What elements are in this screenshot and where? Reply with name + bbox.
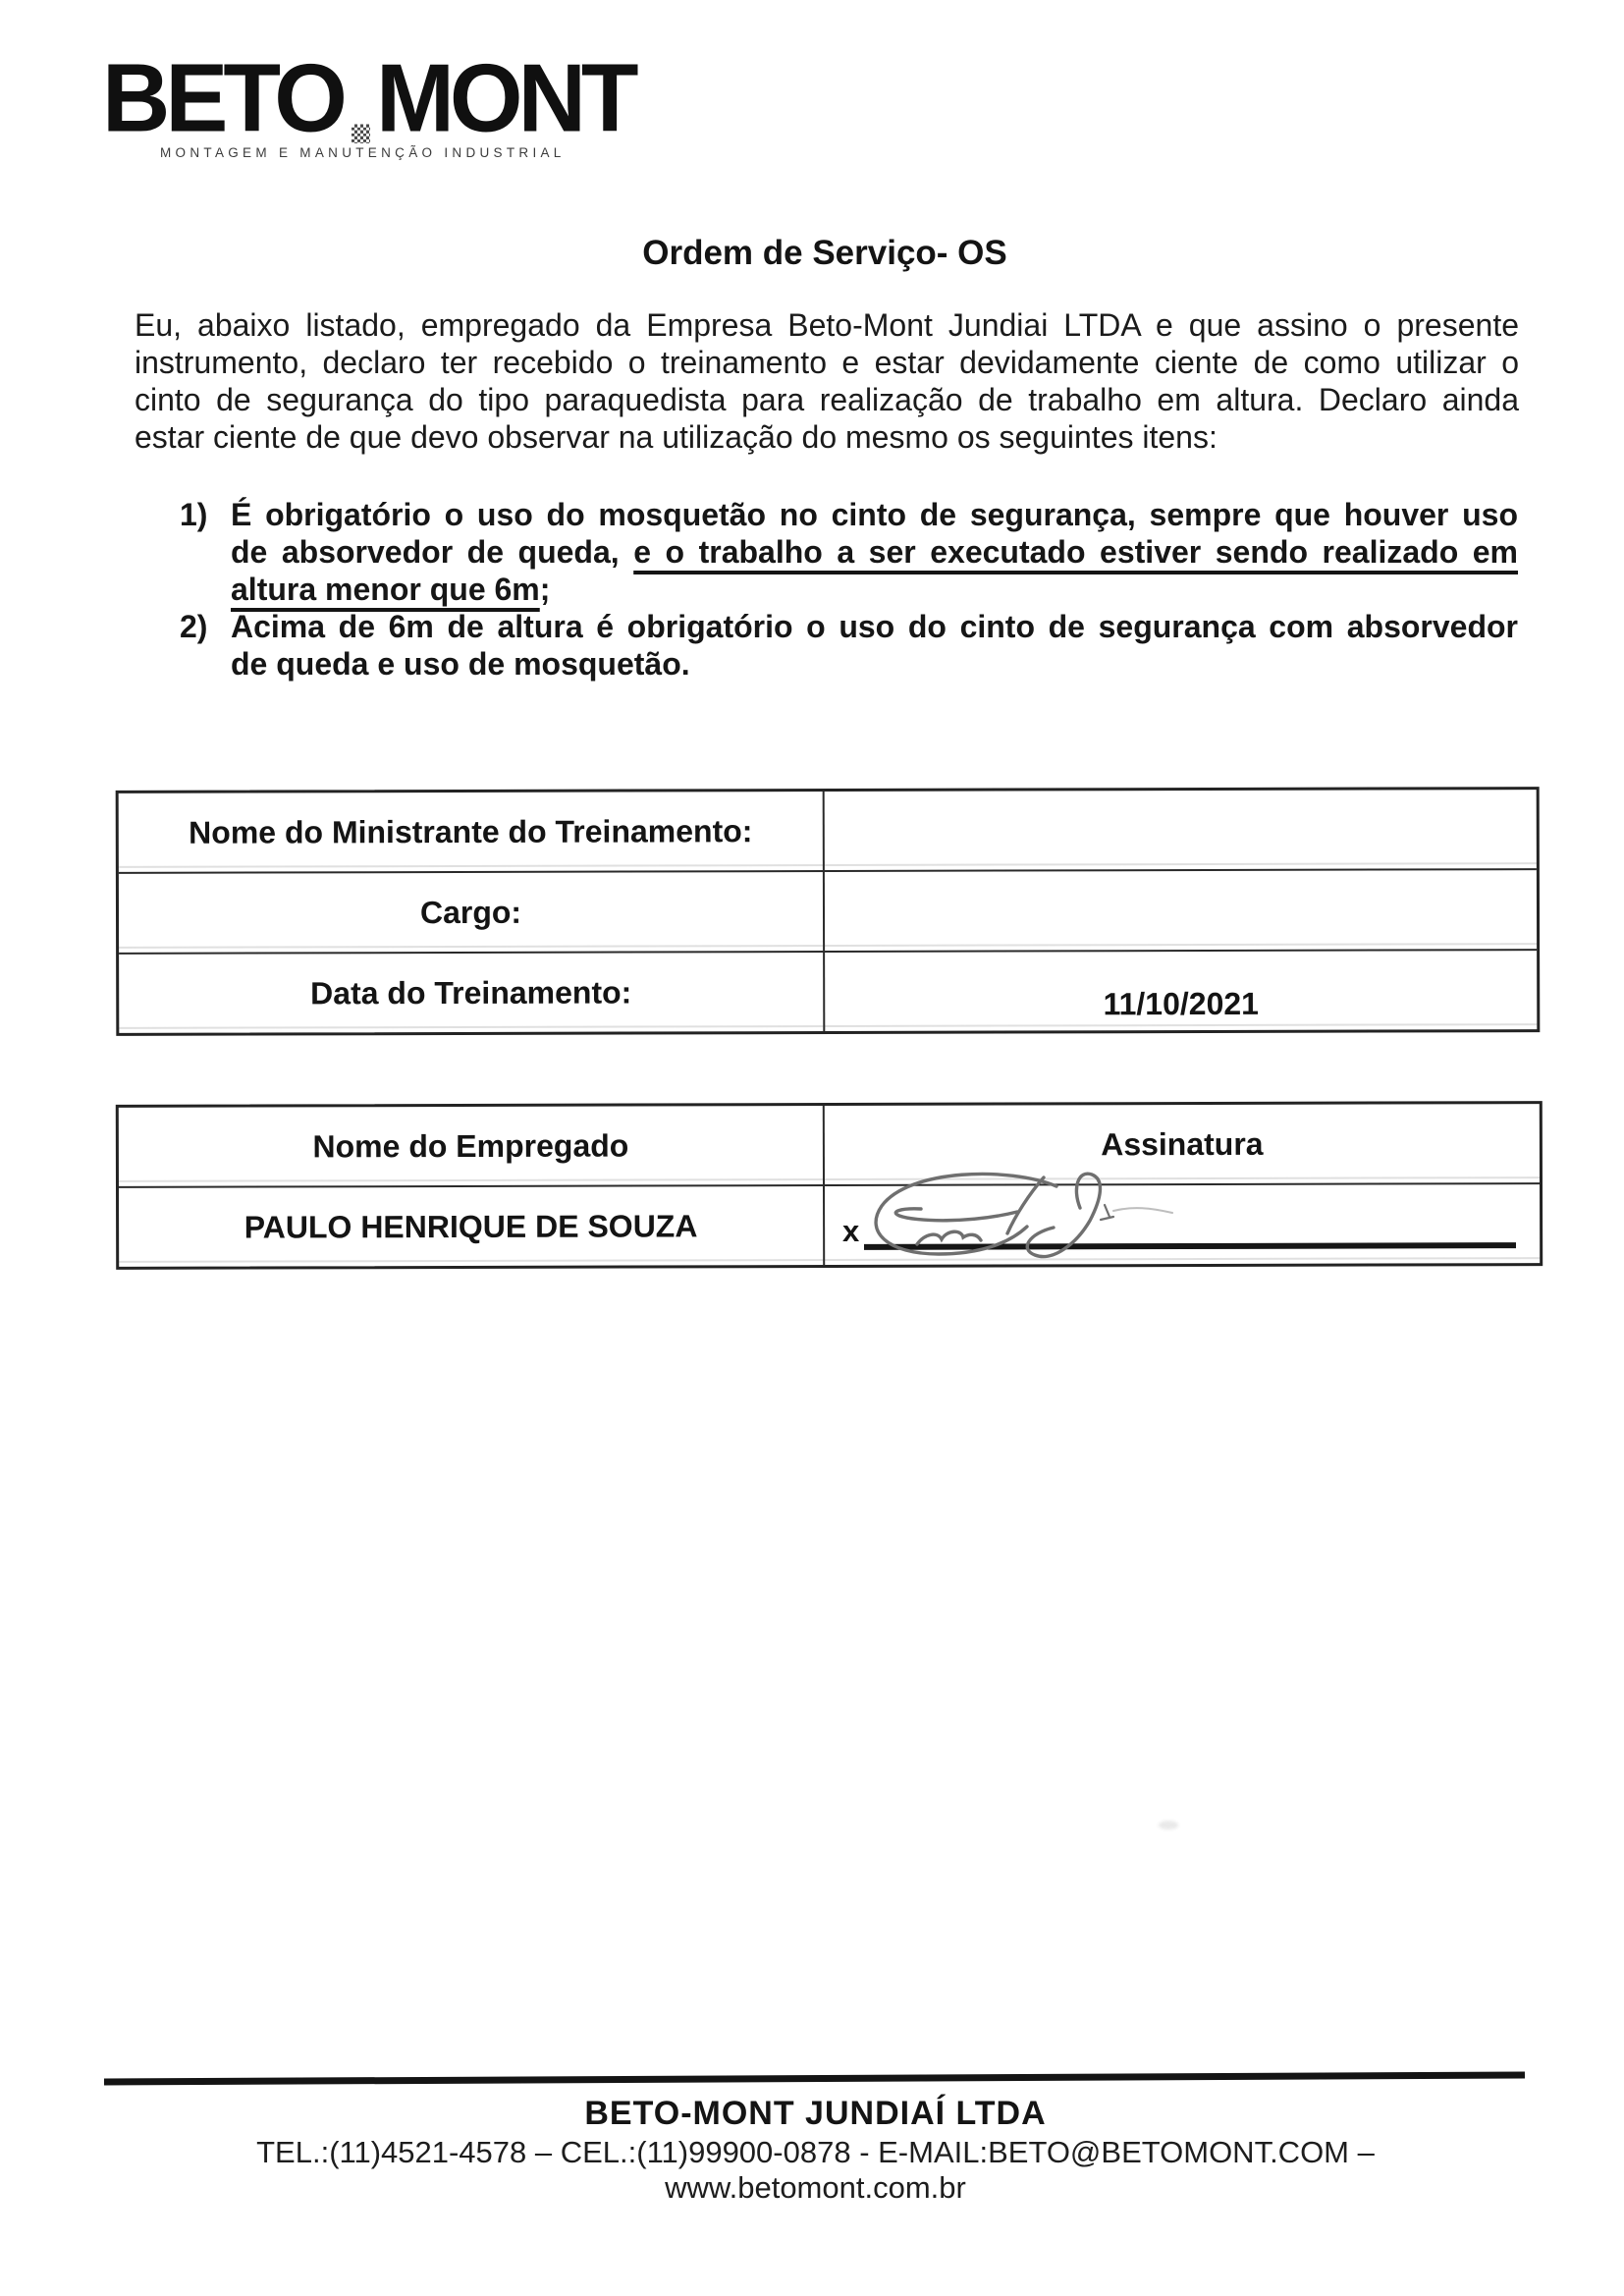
- table-row: [119, 790, 1537, 874]
- employee-name-header: Nome do Empregado: [312, 1127, 629, 1164]
- training-info-table: [116, 787, 1541, 1036]
- list-item-1-line2-normal: de absorvedor de queda,: [231, 534, 634, 570]
- list-item-2-line1: Acima de 6m de altura é obrigatório o uso do cinto de segurança com absorvedor: [231, 609, 1518, 644]
- list-item-1-line3-underlined: altura menor que 6m: [231, 572, 540, 607]
- list-item-1: [180, 496, 1519, 608]
- list-item-1-line2: [231, 533, 1518, 571]
- signature-x-mark: x: [842, 1214, 860, 1248]
- training-date-value: 11/10/2021: [1103, 985, 1259, 1022]
- logo-halftone-dot-icon: [352, 125, 370, 143]
- table-row: [119, 1184, 1540, 1267]
- logo-subtitle: MONTAGEM E MANUTENÇÃO INDUSTRIAL: [160, 145, 566, 160]
- footer-contact-line: TEL.:(11)4521-4578 – CEL.:(11)99900-0878 - E-MAIL:BETO@BETOMONT.COM – www.betomont.com.br: [256, 2135, 1375, 2205]
- intro-line: instrumento, declaro ter recebido o treinamento e estar devidamente ciente de como utilizar o: [135, 345, 1519, 380]
- list-item-1-line1: É obrigatório o uso do mosquetão no cinto de segurança, sempre que houver uso: [231, 497, 1518, 532]
- trainer-name-label: Nome do Ministrante do Treinamento:: [189, 812, 753, 850]
- list-item-1-line2-underlined: e o trabalho a ser executado estiver sendo realizado em: [633, 534, 1519, 570]
- employee-name-value: PAULO HENRIQUE DE SOUZA: [244, 1207, 698, 1245]
- role-label: Cargo:: [419, 894, 522, 930]
- scan-smudge-artifact: [1159, 1821, 1178, 1830]
- role-value-cell: [825, 870, 1537, 951]
- intro-line: estar ciente de que devo observar na utilização do mesmo os seguintes itens:: [135, 419, 1218, 455]
- list-item-2-line2: de queda e uso de mosquetão.: [231, 646, 690, 682]
- logo-word-right: MONT: [375, 44, 634, 153]
- list-item-1-line3-suffix: ;: [539, 572, 551, 607]
- training-date-label: Data do Treinamento:: [310, 974, 632, 1011]
- list-item-2: [180, 608, 1518, 683]
- list-item-2-number: 2): [180, 609, 208, 644]
- intro-line: cinto de segurança do tipo paraquedista para realização de trabalho em altura. Declaro ainda: [135, 382, 1519, 417]
- footer-divider-rule: [104, 2071, 1525, 2085]
- page-title: Ordem de Serviço- OS: [642, 234, 1007, 272]
- intro-paragraph: [135, 306, 1519, 456]
- signature-header: Assinatura: [1101, 1125, 1264, 1162]
- intro-line: Eu, abaixo listado, empregado da Empresa Beto-Mont Jundiai LTDA e que assino o presente: [135, 307, 1519, 343]
- table-row: [119, 870, 1537, 955]
- table-row: [119, 951, 1537, 1033]
- list-item-1-line3: [231, 571, 1518, 608]
- list-item-1-number: 1): [180, 497, 208, 532]
- logo-word-left: BETO: [102, 44, 343, 153]
- trainer-name-value-cell: [825, 790, 1537, 870]
- footer-company-name: BETO-MONT JUNDIAÍ LTDA: [584, 2095, 1047, 2132]
- safety-items-list: [180, 496, 1519, 683]
- table-header-row: [119, 1104, 1540, 1188]
- handwritten-signature: [860, 1165, 1176, 1269]
- betomont-logo: [102, 44, 634, 154]
